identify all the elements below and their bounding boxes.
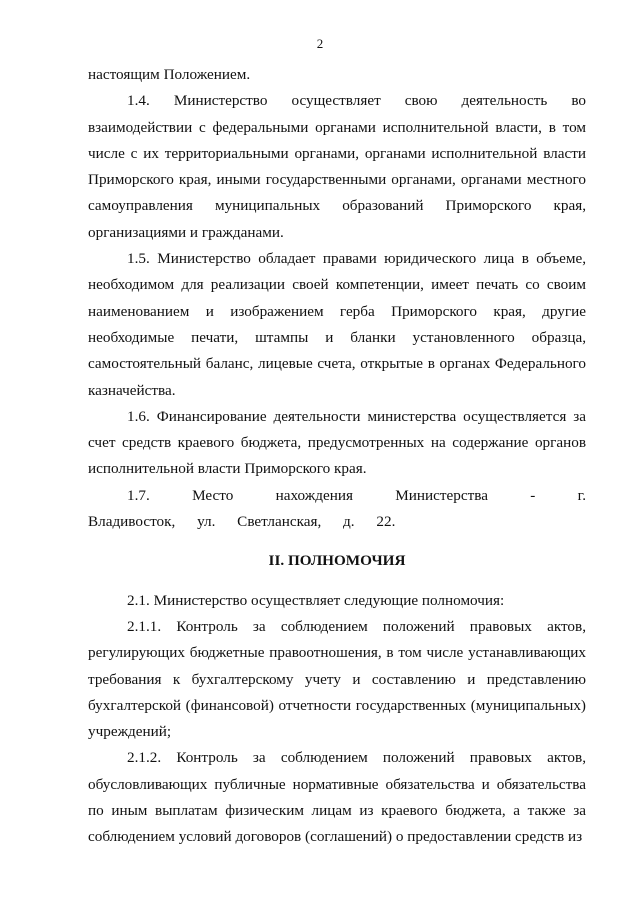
page-number: 2: [316, 36, 324, 51]
document-body: [88, 62, 586, 851]
paragraph-1-7: 1.7. Место нахождения Министерства - г. Владивосток, ул. Светланская, д. 22.: [88, 486, 586, 531]
section-heading: II. ПОЛНОМОЧИЯ: [268, 552, 406, 570]
paragraph-2-1-1: 2.1.1. Контроль за соблюдением положений правовых актов, регулирующих бюджетные правоотношения, в том числе устанавливающих требования к бухгалтерскому учету и составлению и представлению бухгалтерской (финансовой) отчетности государственных (муниципальных) учреждений;: [88, 617, 586, 741]
paragraph-continuation: настоящим Положением.: [88, 66, 251, 83]
paragraph-1-5: 1.5. Министерство обладает правами юридического лица в объеме, необходимом для реализации своей компетенции, имеет печать со своим наименованием и изображением герба Приморского края, другие необходимые печати, штампы и бланки установленного образца, самостоятельный баланс, лицевые счета, открытые в органах Федерального казначейства.: [88, 250, 586, 399]
paragraph-1-4: 1.4. Министерство осуществляет свою деятельность во взаимодействии с федеральными органами исполнительной власти, в том числе с их территориальными органами, органами исполнительной власти Приморского края, иными государственными органами, органами местного самоуправления муниципальных образований Приморского края, организациями и гражданами.: [88, 92, 586, 241]
paragraph-2-1-2: 2.1.2. Контроль за соблюдением положений правовых актов, обусловливающих публичные нормативные обязательства и обязательства по иным выплатам физическим лицам из краевого бюджета, а также за соблюдением условий договоров (соглашений) о предоставлении средств из: [88, 749, 586, 846]
paragraph-2-1: 2.1. Министерство осуществляет следующие полномочия:: [127, 591, 505, 609]
paragraph-1-6: 1.6. Финансирование деятельности министерства осуществляется за счет средств краевого бюджета, предусмотренных на содержание органов исполнительной власти Приморского края.: [88, 407, 586, 478]
